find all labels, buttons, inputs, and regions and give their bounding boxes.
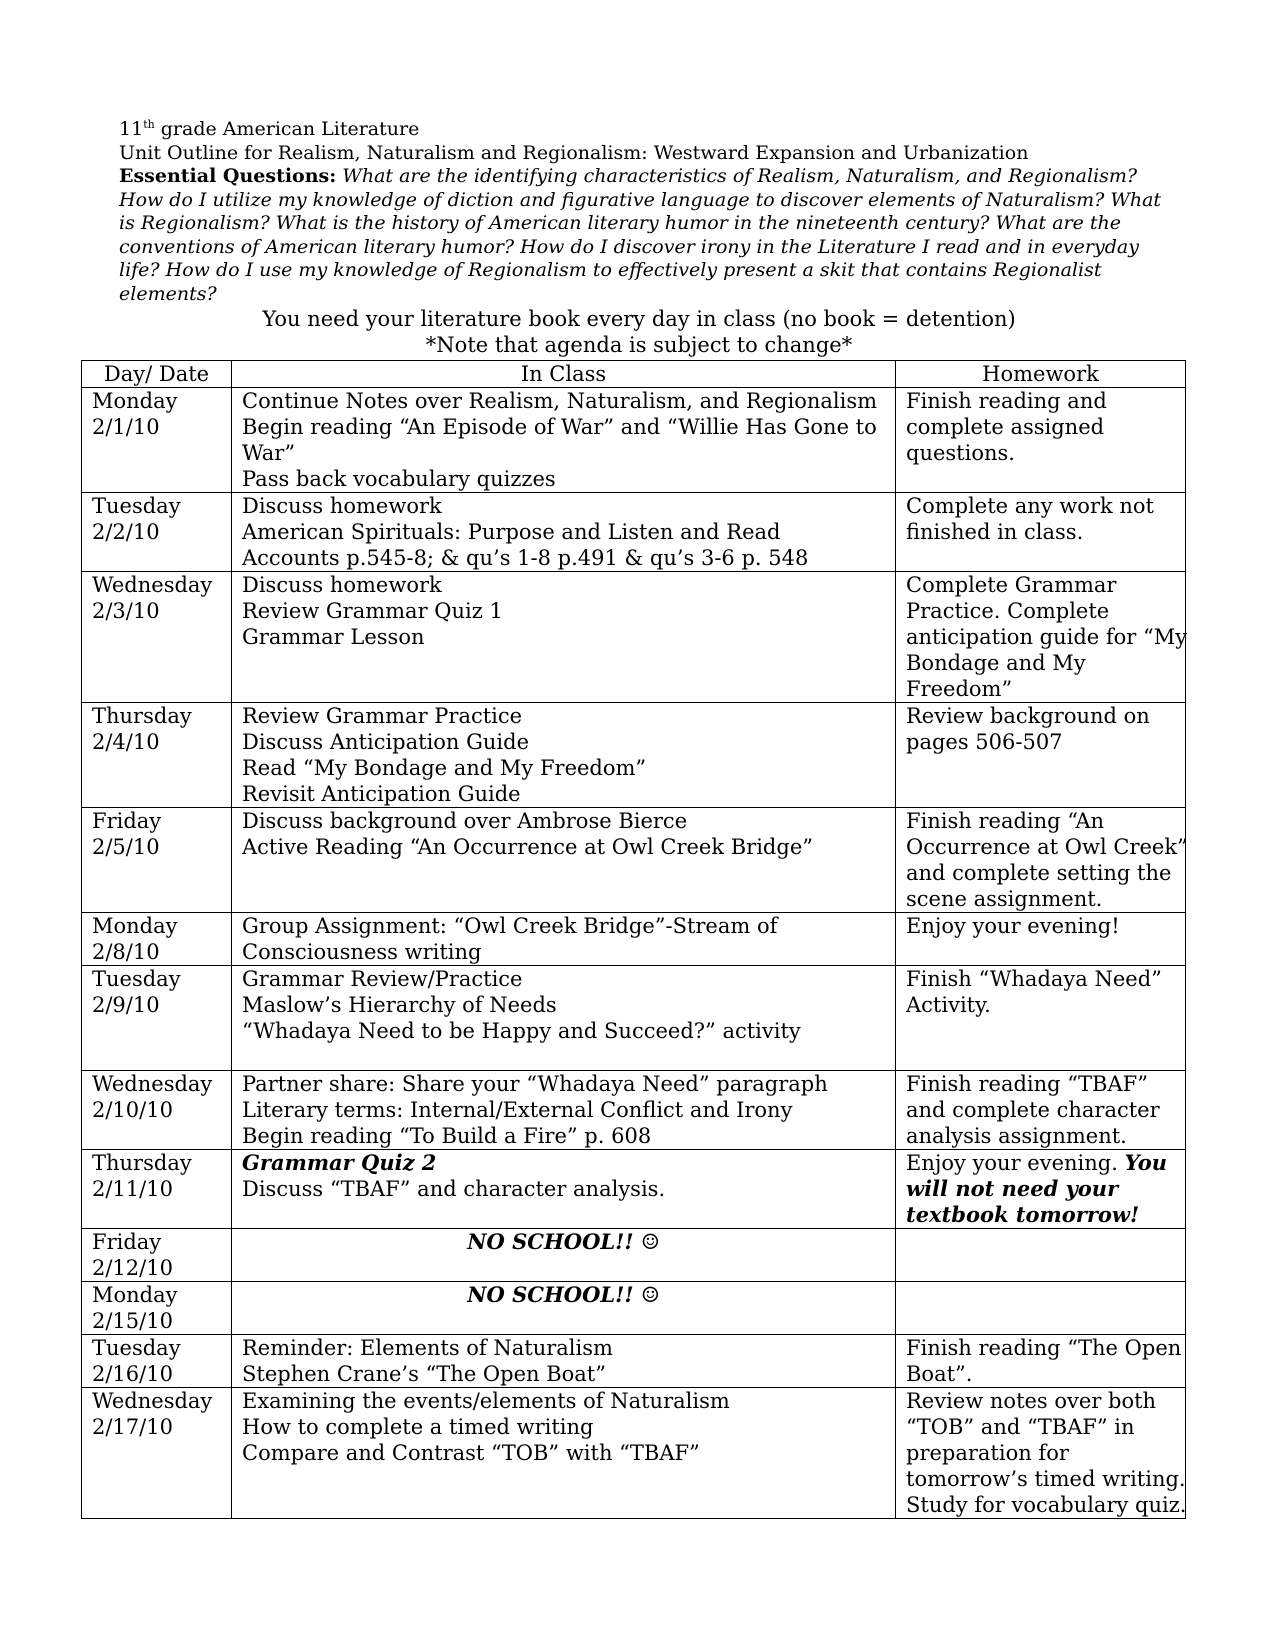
homework-line: and complete character [906, 1098, 1160, 1122]
class-activity: Partner share: Share your “Whadaya Need” paragraph [242, 1072, 828, 1096]
homework-line: tomorrow’s timed writing. [906, 1467, 1186, 1491]
class-activity: Active Reading “An Occurrence at Owl Creek Bridge” [242, 835, 813, 859]
date: 2/2/10 [92, 520, 160, 544]
in-class-cell [232, 703, 896, 808]
homework-line: complete assigned [906, 415, 1105, 439]
class-activity: Examining the events/elements of Naturalism [242, 1389, 730, 1413]
day-date-cell [82, 572, 232, 703]
homework-line: analysis assignment. [906, 1124, 1127, 1148]
table-row [82, 1282, 1186, 1335]
class-activity: Reminder: Elements of Naturalism [242, 1336, 613, 1360]
in-class-cell [232, 388, 896, 493]
day-name: Thursday [92, 1151, 192, 1175]
class-activity: Maslow’s Hierarchy of Needs [242, 993, 557, 1017]
day-name: Monday [92, 914, 178, 938]
in-class-cell [232, 493, 896, 572]
day-name: Tuesday [92, 967, 181, 991]
homework-cell [896, 1229, 1186, 1282]
day-name: Tuesday [92, 1336, 181, 1360]
class-activity: Literary terms: Internal/External Conflict and Irony [242, 1098, 793, 1122]
homework-cell [896, 1150, 1186, 1229]
homework-line: “TOB” and “TBAF” in [906, 1415, 1135, 1439]
class-activity: Read “My Bondage and My Freedom” [242, 756, 647, 780]
homework-line: Study for vocabulary quiz. [906, 1493, 1187, 1517]
course-title: grade American Literature [154, 118, 420, 140]
class-activity: Discuss background over Ambrose Bierce [242, 809, 688, 833]
class-activity: Continue Notes over Realism, Naturalism, and Regionalism [242, 389, 878, 413]
class-activity: How to complete a timed writing [242, 1415, 594, 1439]
date: 2/11/10 [92, 1177, 173, 1201]
essential-questions-text: What are the identifying characteristics of Realism, Naturalism, and Regionalism? [336, 165, 1138, 187]
homework-cell [896, 808, 1186, 913]
day-date-cell [82, 1282, 232, 1335]
table-row [82, 1335, 1186, 1388]
column-header-homework: Homework [896, 361, 1186, 388]
table-row [82, 493, 1186, 572]
day-name: Tuesday [92, 494, 181, 518]
table-row [82, 808, 1186, 913]
in-class-cell [232, 966, 896, 1071]
day-name: Thursday [92, 704, 192, 728]
document-header [119, 118, 1162, 306]
class-activity: Discuss homework [242, 494, 442, 518]
homework-line: finished in class. [906, 520, 1084, 544]
in-class-cell [232, 1282, 896, 1335]
day-name: Wednesday [92, 1389, 213, 1413]
in-class-cell [232, 572, 896, 703]
class-activity: Compare and Contrast “TOB” with “TBAF” [242, 1441, 700, 1465]
day-date-cell [82, 1071, 232, 1150]
class-activity: Review Grammar Quiz 1 [242, 599, 503, 623]
class-activity: Discuss “TBAF” and character analysis. [242, 1177, 666, 1201]
homework-cell [896, 388, 1186, 493]
in-class-cell [232, 1071, 896, 1150]
day-date-cell [82, 1150, 232, 1229]
day-name: Friday [92, 1230, 162, 1254]
homework-line: anticipation guide for “My [906, 625, 1188, 649]
class-activity: Grammar Lesson [242, 625, 425, 649]
table-row [82, 1229, 1186, 1282]
column-header-in-class: In Class [232, 361, 896, 388]
date: 2/17/10 [92, 1415, 173, 1439]
class-activity: Revisit Anticipation Guide [242, 782, 521, 806]
homework-line [906, 1150, 1175, 1176]
homework-text: Enjoy your evening. [906, 1151, 1125, 1175]
date: 2/9/10 [92, 993, 160, 1017]
homework-line: Review background on [906, 704, 1150, 728]
homework-line: scene assignment. [906, 887, 1103, 911]
class-activity: Begin reading “An Episode of War” and “Willie Has Gone to [242, 415, 877, 439]
class-activity: Stephen Crane’s “The Open Boat” [242, 1362, 606, 1386]
homework-cell [896, 1071, 1186, 1150]
agenda-table [81, 360, 1186, 1519]
homework-line: Review notes over both [906, 1389, 1157, 1413]
in-class-cell [232, 1335, 896, 1388]
date: 2/12/10 [92, 1256, 173, 1280]
homework-cell [896, 493, 1186, 572]
day-date-cell [82, 1229, 232, 1282]
homework-cell [896, 703, 1186, 808]
homework-line: questions. [906, 441, 1015, 465]
essential-questions-label: Essential Questions: [119, 165, 337, 187]
homework-emphasis: You [1124, 1150, 1168, 1175]
essential-questions-line-4: life? How do I use my knowledge of Regionalism to effectively present a skit that contains Regionalist [119, 259, 1102, 281]
essential-questions-line-0 [119, 165, 1159, 189]
in-class-cell [232, 1388, 896, 1519]
in-class-cell [232, 1229, 896, 1282]
notice-block [119, 306, 1159, 358]
in-class-cell [232, 808, 896, 913]
day-name: Wednesday [92, 573, 213, 597]
table-row [82, 388, 1186, 493]
homework-line: preparation for [906, 1441, 1069, 1465]
essential-questions-line-3: conventions of American literary humor? How do I discover irony in the Literature I read and in everyday [119, 235, 1139, 258]
essential-questions-line-1: How do I utilize my knowledge of diction and figurative language to discover elements of Naturalism? What [119, 188, 1162, 211]
class-activity: Pass back vocabulary quizzes [242, 467, 556, 491]
table-row [82, 966, 1186, 1071]
column-header-day: Day/ Date [82, 361, 232, 388]
table-row [82, 572, 1186, 703]
table-row [82, 1071, 1186, 1150]
date: 2/8/10 [92, 940, 160, 964]
grade-line [119, 118, 1159, 142]
day-date-cell [82, 808, 232, 913]
class-activity: American Spirituals: Purpose and Listen and Read [242, 520, 781, 544]
homework-line: Finish reading “TBAF” [906, 1072, 1148, 1096]
homework-line: Complete Grammar [906, 573, 1117, 597]
class-activity: Consciousness writing [242, 940, 482, 964]
in-class-cell [232, 1150, 896, 1229]
table-header-row [82, 361, 1186, 388]
class-activity: “Whadaya Need to be Happy and Succeed?” activity [242, 1019, 801, 1043]
homework-cell [896, 913, 1186, 966]
homework-cell [896, 966, 1186, 1071]
agenda-body [82, 388, 1186, 1519]
homework-line: pages 506-507 [906, 730, 1063, 754]
day-date-cell [82, 703, 232, 808]
homework-line: Activity. [906, 993, 991, 1017]
class-activity: Discuss homework [242, 573, 442, 597]
homework-cell [896, 1282, 1186, 1335]
in-class-cell [232, 913, 896, 966]
class-activity: Begin reading “To Build a Fire” p. 608 [242, 1124, 652, 1148]
class-activity: Review Grammar Practice [242, 704, 523, 728]
homework-line: Finish reading and [906, 389, 1107, 413]
homework-line: Occurrence at Owl Creek” [906, 835, 1188, 859]
homework-emphasis: textbook tomorrow! [906, 1202, 1140, 1227]
class-activity: Discuss Anticipation Guide [242, 730, 530, 754]
homework-line: and complete setting the [906, 861, 1172, 885]
book-requirement-note: You need your literature book every day in class (no book = detention) [262, 307, 1016, 331]
homework-emphasis: will not need your [906, 1176, 1119, 1201]
quiz-label: Grammar Quiz 2 [242, 1150, 437, 1175]
day-date-cell [82, 1388, 232, 1519]
homework-line: Freedom” [906, 677, 1013, 701]
date: 2/16/10 [92, 1362, 173, 1386]
agenda-change-note: *Note that agenda is subject to change* [425, 333, 853, 357]
date: 2/4/10 [92, 730, 160, 754]
class-activity: War” [242, 441, 296, 465]
date: 2/1/10 [92, 415, 160, 439]
essential-questions-line-5: elements? [119, 282, 217, 305]
essential-questions-line-2: is Regionalism? What is the history of American literary humor in the nineteenth century? What are the [119, 212, 1122, 234]
table-row [82, 913, 1186, 966]
homework-line: Finish reading “An [906, 809, 1105, 833]
grade-superscript: th [143, 118, 155, 131]
day-date-cell [82, 388, 232, 493]
day-date-cell [82, 913, 232, 966]
class-activity: Grammar Review/Practice [242, 967, 523, 991]
day-name: Monday [92, 389, 178, 413]
homework-line: Finish “Whadaya Need” [906, 967, 1162, 991]
date: 2/15/10 [92, 1309, 173, 1333]
grade-number: 11 [119, 118, 144, 140]
homework-cell [896, 1388, 1186, 1519]
homework-line: Enjoy your evening! [906, 914, 1120, 938]
day-date-cell [82, 493, 232, 572]
homework-line: Boat”. [906, 1362, 973, 1386]
table-row [82, 1388, 1186, 1519]
day-name: Wednesday [92, 1072, 213, 1096]
date: 2/10/10 [92, 1098, 173, 1122]
homework-line: Complete any work not [906, 494, 1155, 518]
no-school-label: NO SCHOOL!! ☺ [467, 1229, 660, 1254]
homework-cell [896, 572, 1186, 703]
homework-line: Finish reading “The Open [906, 1336, 1182, 1360]
day-date-cell [82, 1335, 232, 1388]
day-date-cell [82, 966, 232, 1071]
no-school-label: NO SCHOOL!! ☺ [467, 1282, 660, 1307]
day-name: Monday [92, 1283, 178, 1307]
class-activity: Accounts p.545-8; & qu’s 1-8 p.491 & qu’s 3-6 p. 548 [242, 546, 809, 570]
table-row [82, 1150, 1186, 1229]
homework-line: Practice. Complete [906, 599, 1110, 623]
homework-line: Bondage and My [906, 651, 1086, 675]
table-row [82, 703, 1186, 808]
date: 2/3/10 [92, 599, 160, 623]
class-activity: Group Assignment: “Owl Creek Bridge”-Stream of [242, 914, 778, 938]
date: 2/5/10 [92, 835, 160, 859]
homework-cell [896, 1335, 1186, 1388]
day-name: Friday [92, 809, 162, 833]
unit-outline-title: Unit Outline for Realism, Naturalism and Regionalism: Westward Expansion and Urbanization [119, 141, 1029, 164]
